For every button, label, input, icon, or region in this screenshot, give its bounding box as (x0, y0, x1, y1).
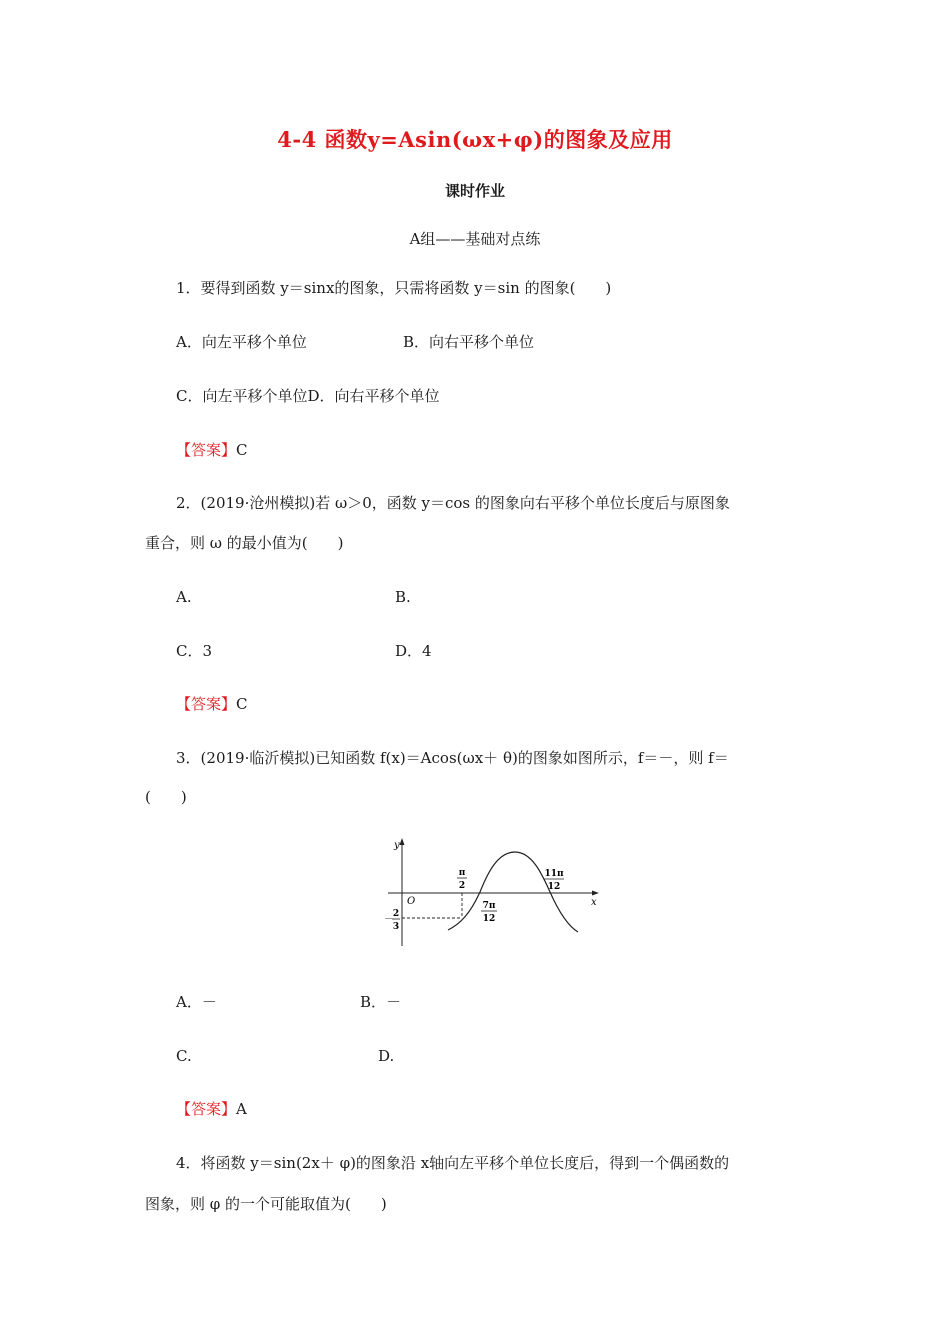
question-2-option-d: D．4 (395, 642, 432, 660)
answer-label: 【答案】 (176, 695, 237, 713)
question-2-option-c: C．3 (176, 642, 213, 660)
answer-value: C (236, 441, 248, 459)
origin-label: O (407, 896, 416, 907)
question-1-option-b: B．向右平移个单位 (403, 333, 535, 351)
tick-7pi-over-12-denominator: 12 (482, 914, 496, 924)
x-axis-arrow (592, 891, 599, 896)
cosine-graph-figure (380, 834, 610, 954)
y-tick-denominator: 3 (392, 922, 400, 932)
question-1-answer (176, 440, 248, 460)
question-4-stem-line2: 图象，则 φ 的一个可能取值为( ) (145, 1195, 387, 1213)
tick-pi-over-2-denominator: 2 (458, 881, 466, 891)
answer-label: 【答案】 (176, 1100, 237, 1118)
question-2-stem-line2: 重合，则 ω 的最小值为( ) (145, 534, 344, 552)
answer-value: C (236, 695, 248, 713)
tick-pi-over-2-numerator: π (458, 868, 466, 878)
question-3-answer (176, 1099, 247, 1119)
question-4-stem-line1: 4．将函数 y＝sin(2x＋ φ)的图象沿 x轴向左平移个单位长度后，得到一个偶函数的 (176, 1154, 730, 1172)
question-2-answer (176, 694, 248, 714)
y-axis-arrow (400, 838, 405, 845)
question-3-option-d: D. (378, 1047, 395, 1065)
y-tick-minus-sign: － (384, 915, 394, 925)
question-3-option-b: B．－ (360, 993, 402, 1011)
question-2-option-b: B. (395, 588, 411, 606)
answer-value: A (236, 1100, 247, 1118)
cosine-curve (448, 852, 578, 932)
question-1-stem: 1．要得到函数 y＝sinx的图象，只需将函数 y＝sin 的图象( ) (176, 279, 612, 297)
tick-11pi-over-12-numerator: 11π (544, 869, 564, 879)
page-title: 4-4 函数y=Asin(ωx+φ)的图象及应用 (277, 127, 673, 152)
tick-11pi-over-12-denominator: 12 (547, 882, 561, 892)
section-subtitle: 课时作业 (444, 182, 505, 200)
question-3-option-c: C. (176, 1047, 192, 1065)
group-heading: A组——基础对点练 (409, 230, 541, 248)
question-3-option-a: A．－ (176, 993, 217, 1011)
question-2-stem-line1: 2．(2019·沧州模拟)若 ω＞0，函数 y＝cos 的图象向右平移个单位长度后与原图象 (176, 494, 730, 512)
y-tick-numerator: 2 (392, 909, 400, 919)
tick-7pi-over-12-numerator: 7π (482, 901, 496, 911)
question-3-stem-line1: 3．(2019·临沂模拟)已知函数 f(x)＝Acos(ωx＋ θ)的图象如图所示，f＝－，则 f＝ (176, 749, 729, 767)
question-1-option-a: A．向左平移个单位 (176, 333, 307, 351)
x-axis-label: x (591, 897, 597, 908)
question-1-option-cd: C．向左平移个单位D．向右平移个单位 (176, 387, 440, 405)
y-axis-label: y (394, 840, 400, 851)
question-2-option-a: A. (176, 588, 192, 606)
answer-label: 【答案】 (176, 441, 237, 459)
question-3-stem-line2: ( ) (145, 788, 187, 806)
